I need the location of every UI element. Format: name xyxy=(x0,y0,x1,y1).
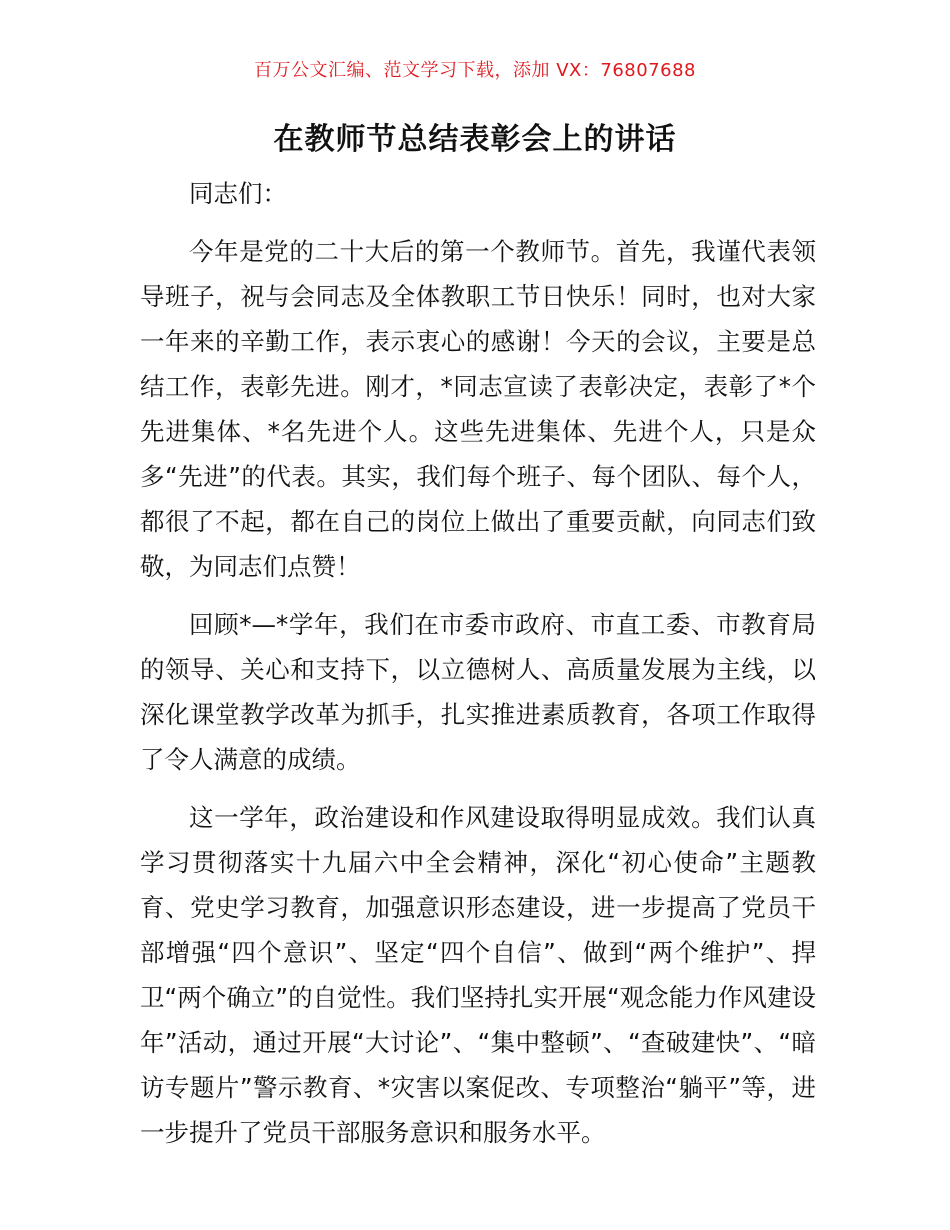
paragraph-3: 这一学年，政治建设和作风建设取得明显成效。我们认真学习贯彻落实十九届六中全会精神，深化“初心使命”主题教育、党史学习教育，加强意识形态建设，进一步提高了党员干部增强“四个意识”、坚定“四个自信”、做到“两个维护”、捍卫“两个确立”的自觉性。我们坚持扎实开展“观念能力作风建设年”活动，通过开展“大讨论”、“集中整顿”、“查破建快”、“暗访专题片”警示教育、*灾害以案促改、专项整治“躺平”等，进一步提升了党员干部服务意识和服务水平。 xyxy=(140,803,816,1147)
document-title: 在教师节总结表彰会上的讲话 xyxy=(273,122,677,157)
paragraph-2: 回顾*—*学年，我们在市委市政府、市直工委、市教育局的领导、关心和支持下，以立德树人、高质量发展为主线，以深化课堂教学改革为抓手，扎实推进素质教育，各项工作取得了令人满意的成绩。 xyxy=(140,610,816,774)
header-watermark-text: 百万公文汇编、范文学习下载，添加 VX：76807688 xyxy=(254,60,696,81)
paragraph-1: 今年是党的二十大后的第一个教师节。首先，我谨代表领导班子，祝与会同志及全体教职工节日快乐！同时，也对大家一年来的辛勤工作，表示衷心的感谢！今天的会议，主要是总结工作，表彰先进。刚才，*同志宣读了表彰决定，表彰了*个先进集体、*名先进个人。这些先进集体、先进个人，只是众多“先进”的代表。其实，我们每个班子、每个团队、每个人，都很了不起，都在自己的岗位上做出了重要贡献，向同志们致敬，为同志们点赞！ xyxy=(140,237,816,581)
document-body xyxy=(140,171,816,1168)
salutation: 同志们： xyxy=(189,179,287,208)
